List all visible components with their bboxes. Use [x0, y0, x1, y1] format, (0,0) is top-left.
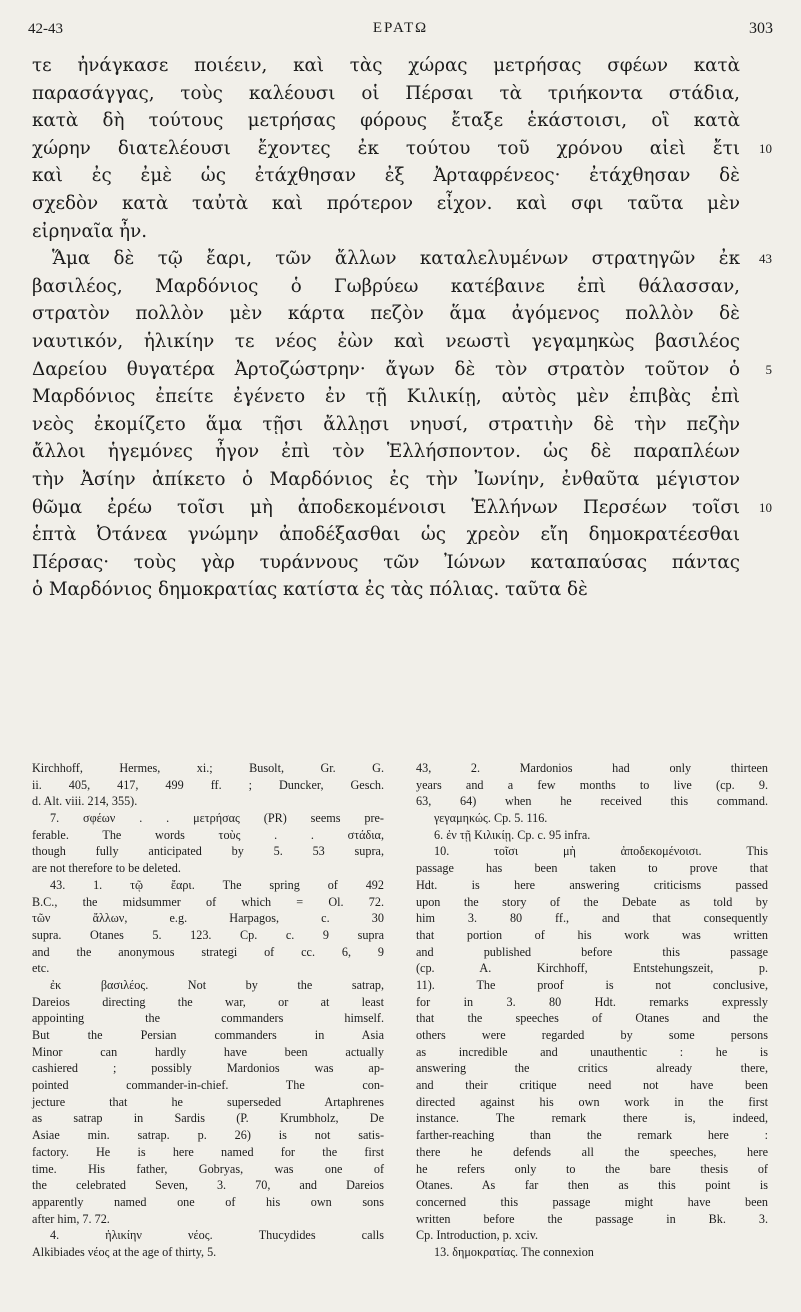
text-line-content: Πέρσας· τοὺς γὰρ τυράννους τῶν Ἰώνων καταπαύσας πάντας — [32, 551, 740, 573]
text-line-content: ὁ Μαρδόνιος δημοκρατίας κατίστα ἐς τὰς πόλιας. ταῦτα δὲ — [32, 579, 588, 601]
note-line: concerned this passage might have been — [416, 1194, 768, 1209]
note-line: 4. ἡλικίην νέος. Thucydides calls — [50, 1228, 384, 1243]
note-line: 43, 2. Mardonios had only thirteen — [416, 761, 768, 775]
text-line — [32, 494, 770, 522]
text-line-content: εἰρηναῖα ἦν. — [32, 220, 147, 242]
notes-column-left — [32, 760, 384, 1261]
note-line: instance. The remark there is, indeed, — [416, 1111, 768, 1126]
note-line: years and a few months to live (cp. 9. — [416, 777, 768, 792]
note-line: 11). The proof is not conclusive, — [416, 977, 768, 992]
note-line: factory. He is here named for the first — [32, 1144, 384, 1159]
note-line: 10. τοῖσι μὴ ἀποδεκομένοισι. This — [434, 844, 768, 859]
text-line — [32, 576, 770, 604]
note-line: Otanes. As far then as this point is — [416, 1178, 768, 1193]
note-line: and the anonymous strategi of cc. 6, 9 — [32, 944, 384, 959]
section-numbers: 42-43 — [28, 21, 63, 37]
note-line: he refers only to the bare thesis of — [416, 1161, 768, 1176]
note-line: But the Persian commanders in Asia — [32, 1028, 384, 1042]
note-line: pointed commander-in-chief. The con- — [32, 1078, 384, 1093]
note-line: directed against his own work in the first — [416, 1094, 768, 1109]
note-line: appointing the commanders himself. — [32, 1011, 384, 1026]
note-line: (cp. A. Kirchhoff, Entstehungszeit, p. — [416, 961, 768, 976]
text-line-content: ἑπτὰ Ὀτάνεα γνώμην ἀποδέξασθαι ὡς χρεὸν εἴη δημοκρατέεσθαι — [32, 524, 740, 546]
notes-column-right — [416, 760, 768, 1261]
running-head — [28, 18, 773, 42]
note-line: B.C., the midsummer of which = Ol. 72. — [32, 894, 384, 909]
text-line-content: βασιλέος, Μαρδόνιος ὁ Γωβρύεω κατέβαινε ἐπὶ θάλασσαν, — [32, 275, 740, 297]
note-line: that portion of his work was written — [416, 927, 768, 942]
note-line: τῶν ἄλλων, e.g. Harpagos, c. 30 — [32, 911, 384, 926]
note-line: Kirchhoff, Hermes, xi.; Busolt, Gr. G. — [32, 761, 384, 775]
text-line-content: Μαρδόνιος ἐπείτε ἐγένετο ἐν τῇ Κιλικίῃ, αὐτὸς μὲν ἐπιβὰς ἐπὶ — [32, 386, 740, 408]
note-line: him 3. 80 ff., and that consequently — [416, 911, 768, 926]
note-line: farther-reaching than the remark here : — [416, 1128, 768, 1143]
note-line: though fully anticipated by 5. 53 supra, — [32, 844, 384, 859]
note-line: etc. — [32, 961, 50, 976]
text-line — [32, 328, 770, 356]
text-line — [32, 107, 770, 135]
page-number: 303 — [749, 20, 773, 37]
text-line — [32, 80, 770, 108]
text-line — [32, 466, 770, 494]
note-line: ferable. The words τοὺς . . στάδια, — [32, 827, 384, 842]
note-line: Minor can hardly have been actually — [32, 1044, 384, 1059]
note-line: as incredible and unauthentic : he is — [416, 1044, 768, 1059]
note-line: for in 3. 80 Hdt. remarks expressly — [416, 994, 768, 1009]
text-line-content: σχεδὸν κατὰ ταὐτὰ καὶ πρότερον εἶχον. καὶ σφι ταῦτα μὲν — [32, 192, 740, 214]
line-number: 43 — [759, 251, 772, 267]
note-line: d. Alt. viii. 214, 355). — [32, 794, 138, 809]
running-title: ΕΡΑΤΩ — [372, 20, 429, 36]
note-line: 7. σφέων . . μετρήσας (PR) seems pre- — [50, 811, 384, 826]
text-line — [32, 245, 770, 273]
note-line: that the speeches of Otanes and the — [416, 1011, 768, 1026]
text-line — [32, 411, 770, 439]
note-line: ἐκ βασιλέος. Not by the satrap, — [50, 977, 384, 992]
note-line: answering the critics already there, — [416, 1061, 768, 1076]
note-line: γεγαμηκώς. Cp. 5. 116. — [434, 811, 548, 826]
text-line-content: θῶμα ἐρέω τοῖσι μὴ ἀποδεκομένοισι Ἑλλήνων Περσέων τοῖσι — [32, 496, 740, 518]
note-line: cashiered ; possibly Mardonios was ap- — [32, 1061, 384, 1076]
text-line-content: νεὸς ἐκομίζετο ἅμα τῇσι ἄλλῃσι νηυσί, στρατιὴν δὲ τὴν πεζὴν — [32, 413, 740, 435]
note-line: others were regarded by some persons — [416, 1028, 768, 1042]
note-line: 43. 1. τῷ ἔαρι. The spring of 492 — [50, 877, 384, 892]
text-line — [32, 438, 770, 466]
note-line: 13. δημοκρατίας. The connexion — [434, 1244, 594, 1259]
text-line-content: ἄλλοι ἡγεμόνες ἦγον ἐπὶ τὸν Ἑλλήσποντον. ὡς δὲ παραπλέων — [32, 441, 740, 463]
line-number: 5 — [765, 361, 772, 377]
text-line-content: Ἅμα δὲ τῷ ἔαρι, τῶν ἄλλων καταλελυμένων στρατηγῶν ἐκ — [52, 248, 740, 270]
note-line: apparently named one of his own sons — [32, 1194, 384, 1209]
note-line: are not therefore to be deleted. — [32, 861, 181, 876]
text-line — [32, 273, 770, 301]
text-line — [32, 135, 770, 163]
note-line: ii. 405, 417, 499 ff. ; Duncker, Gesch. — [32, 777, 384, 792]
text-line-content: τε ἠνάγκασε ποιέειν, καὶ τὰς χώρας μετρήσας σφέων κατὰ — [32, 55, 740, 76]
note-line: Hdt. is here answering criticisms passed — [416, 877, 768, 892]
note-line: written before the passage in Bk. 3. — [416, 1211, 768, 1226]
note-line: jecture that he superseded Artaphrenes — [32, 1094, 384, 1109]
text-line — [32, 521, 770, 549]
text-line — [32, 218, 770, 246]
text-line — [32, 190, 770, 218]
note-line: after him, 7. 72. — [32, 1211, 110, 1226]
note-line: passage has been taken to prove that — [416, 861, 768, 876]
text-line — [32, 52, 770, 80]
text-line — [32, 549, 770, 577]
note-line: 63, 64) when he received this command. — [416, 794, 768, 809]
note-line: as satrap in Sardis (P. Krumbholz, De — [32, 1111, 384, 1126]
note-line: Alkibiades νέος at the age of thirty, 5. — [32, 1244, 217, 1259]
text-line-content: ναυτικόν, ἡλικίην τε νέος ἐὼν καὶ νεωστὶ γεγαμηκὼς βασιλέος — [32, 330, 740, 352]
note-line: upon the story of the Debate as told by — [416, 894, 768, 909]
note-line: and published before this passage — [416, 944, 768, 959]
note-line: there he defends all the speeches, here — [416, 1144, 768, 1159]
text-line — [32, 162, 770, 190]
greek-text-block — [32, 52, 770, 604]
text-line-content: καὶ ἐς ἐμὲ ὡς ἐτάχθησαν ἐξ Ἀρταφρένεος· ἐτάχθησαν δὲ — [32, 165, 740, 187]
text-line-content: τὴν Ἀσίην ἀπίκετο ὁ Μαρδόνιος ἐς τὴν Ἰωνίην, ἐνθαῦτα μέγιστον — [32, 468, 740, 490]
note-line: 6. ἐν τῇ Κιλικίῃ. Cp. c. 95 infra. — [434, 827, 591, 842]
note-line: supra. Otanes 5. 123. Cp. c. 9 supra — [32, 927, 384, 942]
text-line-content: Δαρείου θυγατέρα Ἀρτοζώστρην· ἄγων δὲ τὸν στρατὸν τοῦτον ὁ — [32, 358, 740, 380]
text-line — [32, 356, 770, 384]
note-line: the celebrated Seven, 3. 70, and Dareios — [32, 1178, 384, 1193]
note-line: Cp. Introduction, p. xciv. — [416, 1228, 539, 1243]
note-line: and their critique need not have been — [416, 1078, 768, 1093]
text-line-content: χώρην διατελέουσι ἔχοντες ἐκ τούτου τοῦ χρόνου αἰεὶ ἔτι — [32, 137, 740, 159]
text-line — [32, 300, 770, 328]
note-line: time. His father, Gobryas, was one of — [32, 1161, 384, 1176]
text-line-content: παρασάγγας, τοὺς καλέουσι οἱ Πέρσαι τὰ τριήκοντα στάδια, — [32, 82, 740, 104]
note-line: Dareios directing the war, or at least — [32, 994, 384, 1009]
line-number: 10 — [759, 140, 772, 156]
line-number: 10 — [759, 499, 772, 515]
text-line — [32, 383, 770, 411]
note-line: Asiae min. satrap. p. 26) is not satis- — [32, 1128, 384, 1143]
text-line-content: στρατὸν πολλὸν μὲν κάρτα πεζὸν ἅμα ἀγόμενος πολλὸν δὲ — [32, 303, 740, 325]
text-line-content: κατὰ δὴ τούτους μετρήσας φόρους ἔταξε ἑκάστοισι, οἳ κατὰ — [32, 110, 740, 132]
